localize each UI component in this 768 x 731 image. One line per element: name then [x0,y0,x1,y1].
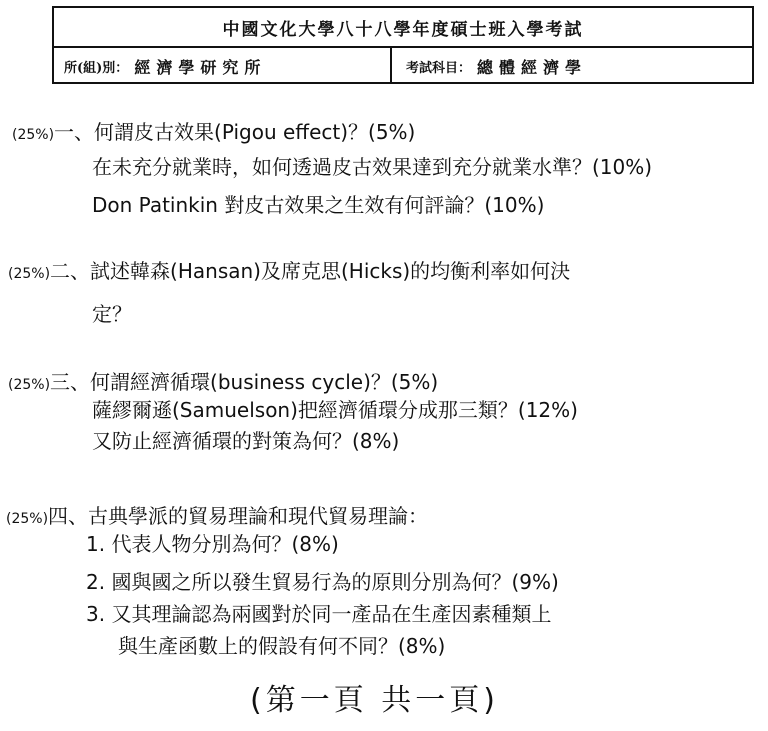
question-2-line-1: 試述韓森(Hansan)及席克思(Hicks)的均衡利率如何決 [90,259,571,283]
question-3-heading [8,366,438,395]
question-4-heading [6,500,428,529]
question-1-heading [12,116,415,145]
question-3-weight: (25%) [8,377,51,393]
department-cell [54,48,392,84]
exam-header [52,6,754,84]
page-footer: (第一頁 共一頁) [250,683,499,718]
question-1-weight: (25%) [12,127,55,143]
question-4-weight: (25%) [6,511,49,527]
question-2-line-2: 定？ [92,302,132,326]
exam-info-row [54,48,752,84]
question-4-line-2: 1. 代表人物分別為何？(8%) [86,532,339,556]
question-3-line-1: 何謂經濟循環(business cycle)？(5%) [90,370,439,394]
question-1-line-1: 何謂皮古效果(Pigou effect)？(5%) [94,120,416,144]
question-3-line-2: 薩繆爾遜(Samuelson)把經濟循環分成那三類？(12%) [92,398,578,422]
subject-label: 考試科目： [406,60,472,76]
question-1-line-3: Don Patinkin 對皮古效果之生效有何評論？(10%) [92,193,545,217]
question-2-number: 二、 [50,259,91,283]
question-3-line-3: 又防止經濟循環的對策為何？(8%) [92,429,400,453]
subject-cell [392,48,587,84]
department-label: 所(組)別： [64,60,129,76]
question-4-line-1: 古典學派的貿易理論和現代貿易理論： [88,504,429,528]
question-2-heading [8,255,570,284]
subject-value: 總體經濟學 [477,57,588,77]
department-value: 經濟學研究所 [134,57,267,77]
question-2-weight: (25%) [8,266,51,282]
exam-title: 中國文化大學八十八學年度碩士班入學考試 [54,8,752,48]
question-4-line-5: 與生產函數上的假設有何不同？(8%) [118,634,446,658]
question-4-line-3: 2. 國與國之所以發生貿易行為的原則分別為何？(9%) [86,570,559,594]
question-4-number: 四、 [48,504,89,528]
question-1-number: 一、 [54,120,95,144]
question-1-line-2: 在未充分就業時，如何透過皮古效果達到充分就業水準？(10%) [92,155,653,179]
question-4-line-4: 3. 又其理論認為兩國對於同一產品在生產因素種類上 [86,602,552,626]
question-3-number: 三、 [50,370,91,394]
